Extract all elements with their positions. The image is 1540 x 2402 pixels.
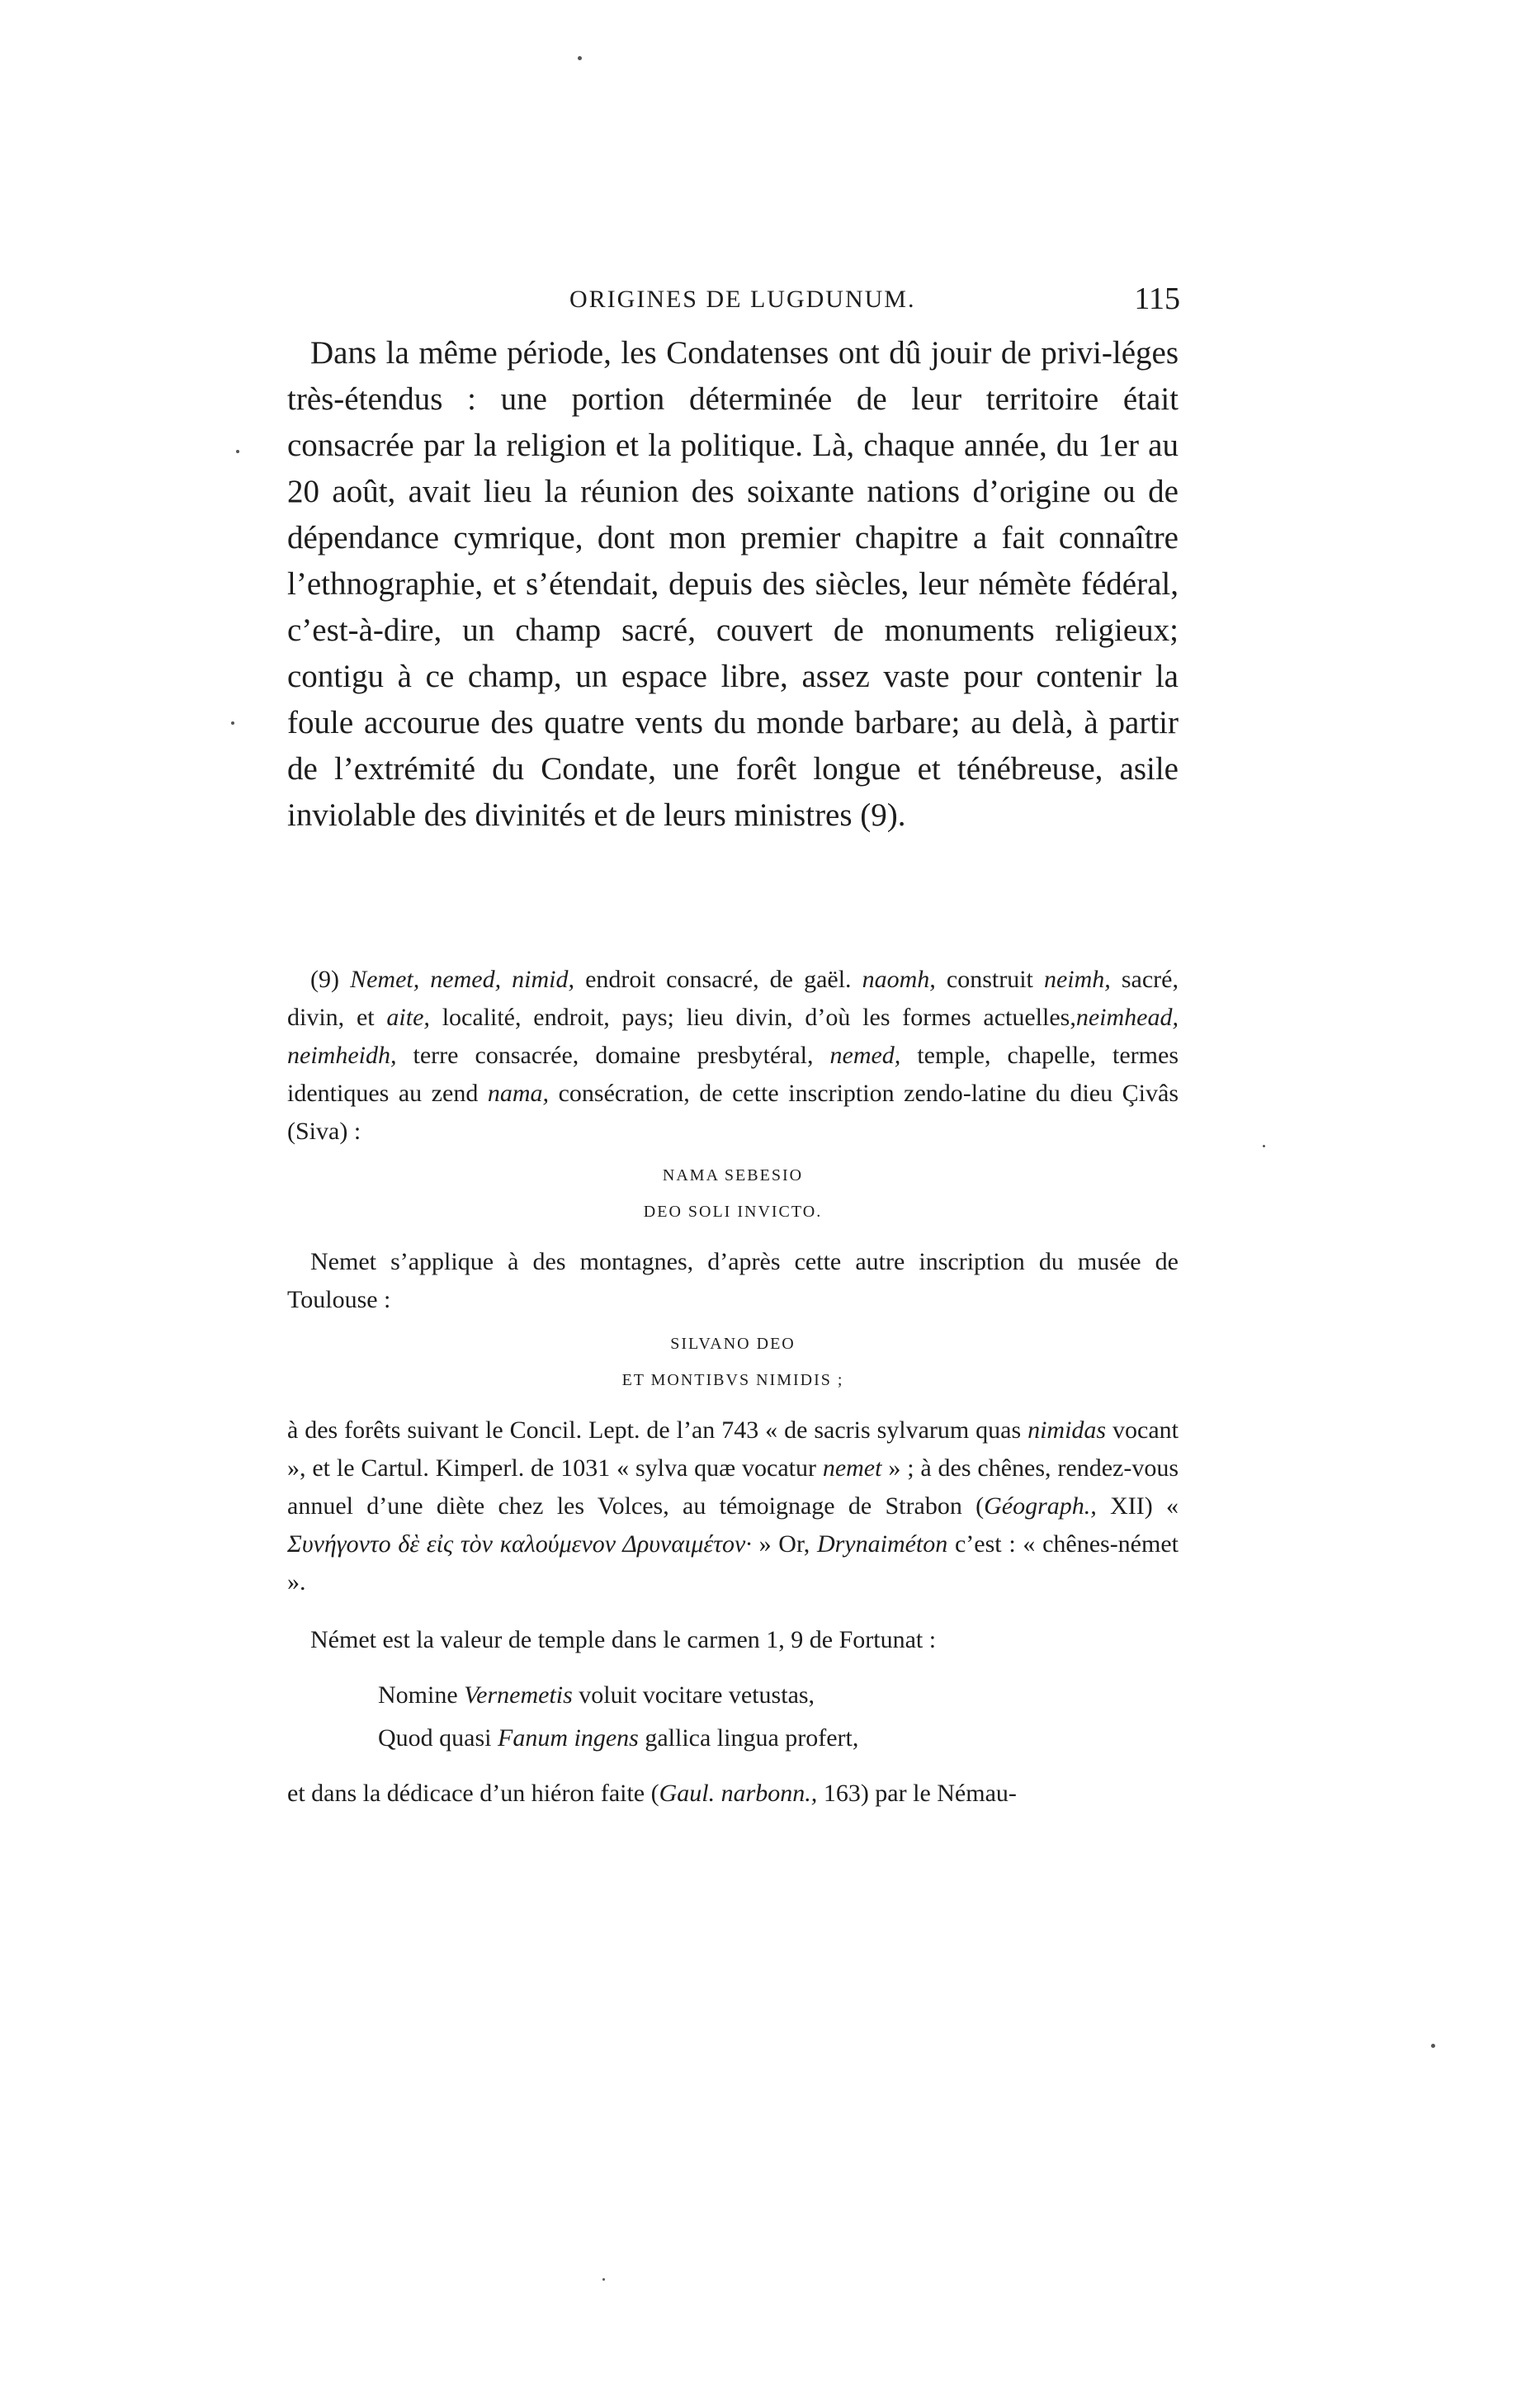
scan-speck [602, 2278, 605, 2281]
italic-run: Fanum ingens [498, 1724, 639, 1752]
italic-run: Drynaiméton [816, 1530, 948, 1558]
text-run: vocant », et le Cartul. Kimperl. de 1031 « sylva quæ vocatur [287, 1416, 1179, 1482]
text-run: gallica lingua profert, [638, 1724, 859, 1752]
text-run: c’est : « chênes-német ». [287, 1530, 1179, 1596]
footnote-paragraph-5 [287, 1775, 1179, 1813]
italic-run: neimh, [1043, 966, 1111, 993]
italic-run: nama, [487, 1080, 550, 1107]
footnote-paragraph-2: Nemet s’applique à des montagnes, d’après cette autre inscription du musée de Toulouse : [287, 1248, 1179, 1313]
italic-run: naomh, [862, 966, 936, 993]
spacer [287, 1601, 1179, 1621]
text-run: temple, chapelle, termes identiques au zend [287, 1042, 1179, 1107]
italic-run: Vernemetis [464, 1681, 573, 1709]
italic-run: nemed, [829, 1042, 901, 1069]
italic-run: Géograph., [984, 1492, 1097, 1520]
greek-quote: Συνήγοντο δὲ εἰς τὸν καλούμενον Δρυναιμέτον· [287, 1530, 752, 1558]
text-run: construit [935, 966, 1044, 993]
scan-speck [1431, 2044, 1435, 2048]
italic-run: neimhead, neimheidh, [287, 1004, 1179, 1069]
text-run: (9) [310, 966, 351, 993]
footnote [287, 961, 1179, 1813]
italic-run: nimidas [1027, 1416, 1107, 1444]
verse-quote [378, 1674, 1179, 1760]
inscription-line: DEO SOLI INVICTO. [643, 1203, 823, 1221]
italic-run: Gaul. narbonn., [659, 1780, 818, 1807]
text-run: endroit consacré, de gaël. [574, 966, 862, 993]
text-run: Quod quasi [378, 1724, 498, 1752]
inscription-line: SILVANO DEO [670, 1335, 796, 1353]
italic-run: nemet [822, 1454, 882, 1482]
verse-line [378, 1717, 1179, 1760]
italic-run: Nemet, nemed, nimid, [350, 966, 575, 993]
text-run: terre consacrée, domaine presbytéral, [396, 1042, 830, 1069]
main-text [287, 330, 1179, 839]
running-title: ORIGINES DE LUGDUNUM. [569, 286, 916, 313]
inscription-silvano-deo [287, 1326, 1179, 1398]
text-run: à des forêts suivant le Concil. Lept. de l’an 743 « de sacris sylvarum quas [287, 1416, 1028, 1444]
text-run: voluit vocitare vetustas, [572, 1681, 815, 1709]
inscription-line: NAMA SEBESIO [662, 1166, 804, 1184]
italic-run: aite, [386, 1004, 430, 1031]
scan-speck [231, 721, 234, 725]
text-run: consécration, de cette inscription zendo-latine du dieu Çivâs (Siva) : [287, 1080, 1179, 1145]
text-run: et dans la dédicace d’un hiéron faite ( [287, 1780, 659, 1807]
footnote-paragraph-1 [287, 961, 1179, 1151]
text-run: 163) par le Némau- [817, 1780, 1017, 1807]
text-run: Nomine [378, 1681, 465, 1709]
scan-speck [578, 56, 582, 60]
page-number: 115 [1134, 281, 1180, 316]
scan-speck [236, 450, 239, 453]
footnote-paragraph-4: Német est la valeur de temple dans le carmen 1, 9 de Fortunat : [310, 1626, 937, 1653]
inscription-line: ET MONTIBVS NIMIDIS ; [621, 1371, 844, 1389]
main-paragraph: Dans la même période, les Condatenses ont dû jouir de privi-léges très-étendus : une portion déterminée de leur territoire était consacrée par la religion et la politique. Là, chaque année, du 1er au 20 août, avait lieu la réunion des soixante nations d’origine ou de dépendance cymrique, dont mon premier chapitre a fait connaître l’ethnographie, et s’étendait, depuis des siècles, leur némète fédéral, c’est-à-dire, un champ sacré, couvert de monuments religieux; contigu à ce champ, un espace libre, assez vaste pour contenir la foule accourue des quatre vents du monde barbare; au delà, à partir de l’extrémité du Condate, une forêt longue et ténébreuse, asile inviolable des divinités et de leurs ministres (9). [287, 335, 1179, 833]
text-run: » ; à des chênes, rendez-vous annuel d’une diète chez les Volces, au témoignage de Strabon ( [287, 1454, 1179, 1520]
scan-speck [1263, 1145, 1265, 1147]
running-head [289, 281, 1180, 327]
text-run: XII) « [1096, 1492, 1179, 1520]
footnote-paragraph-3 [287, 1411, 1179, 1601]
text-run: localité, endroit, pays; lieu divin, d’où les formes actuelles, [429, 1004, 1076, 1031]
inscription-nama-sebesio [287, 1157, 1179, 1230]
verse-line [378, 1674, 1179, 1717]
text-run: sacré, divin, et [287, 966, 1179, 1031]
text-run: » Or, [751, 1530, 817, 1558]
